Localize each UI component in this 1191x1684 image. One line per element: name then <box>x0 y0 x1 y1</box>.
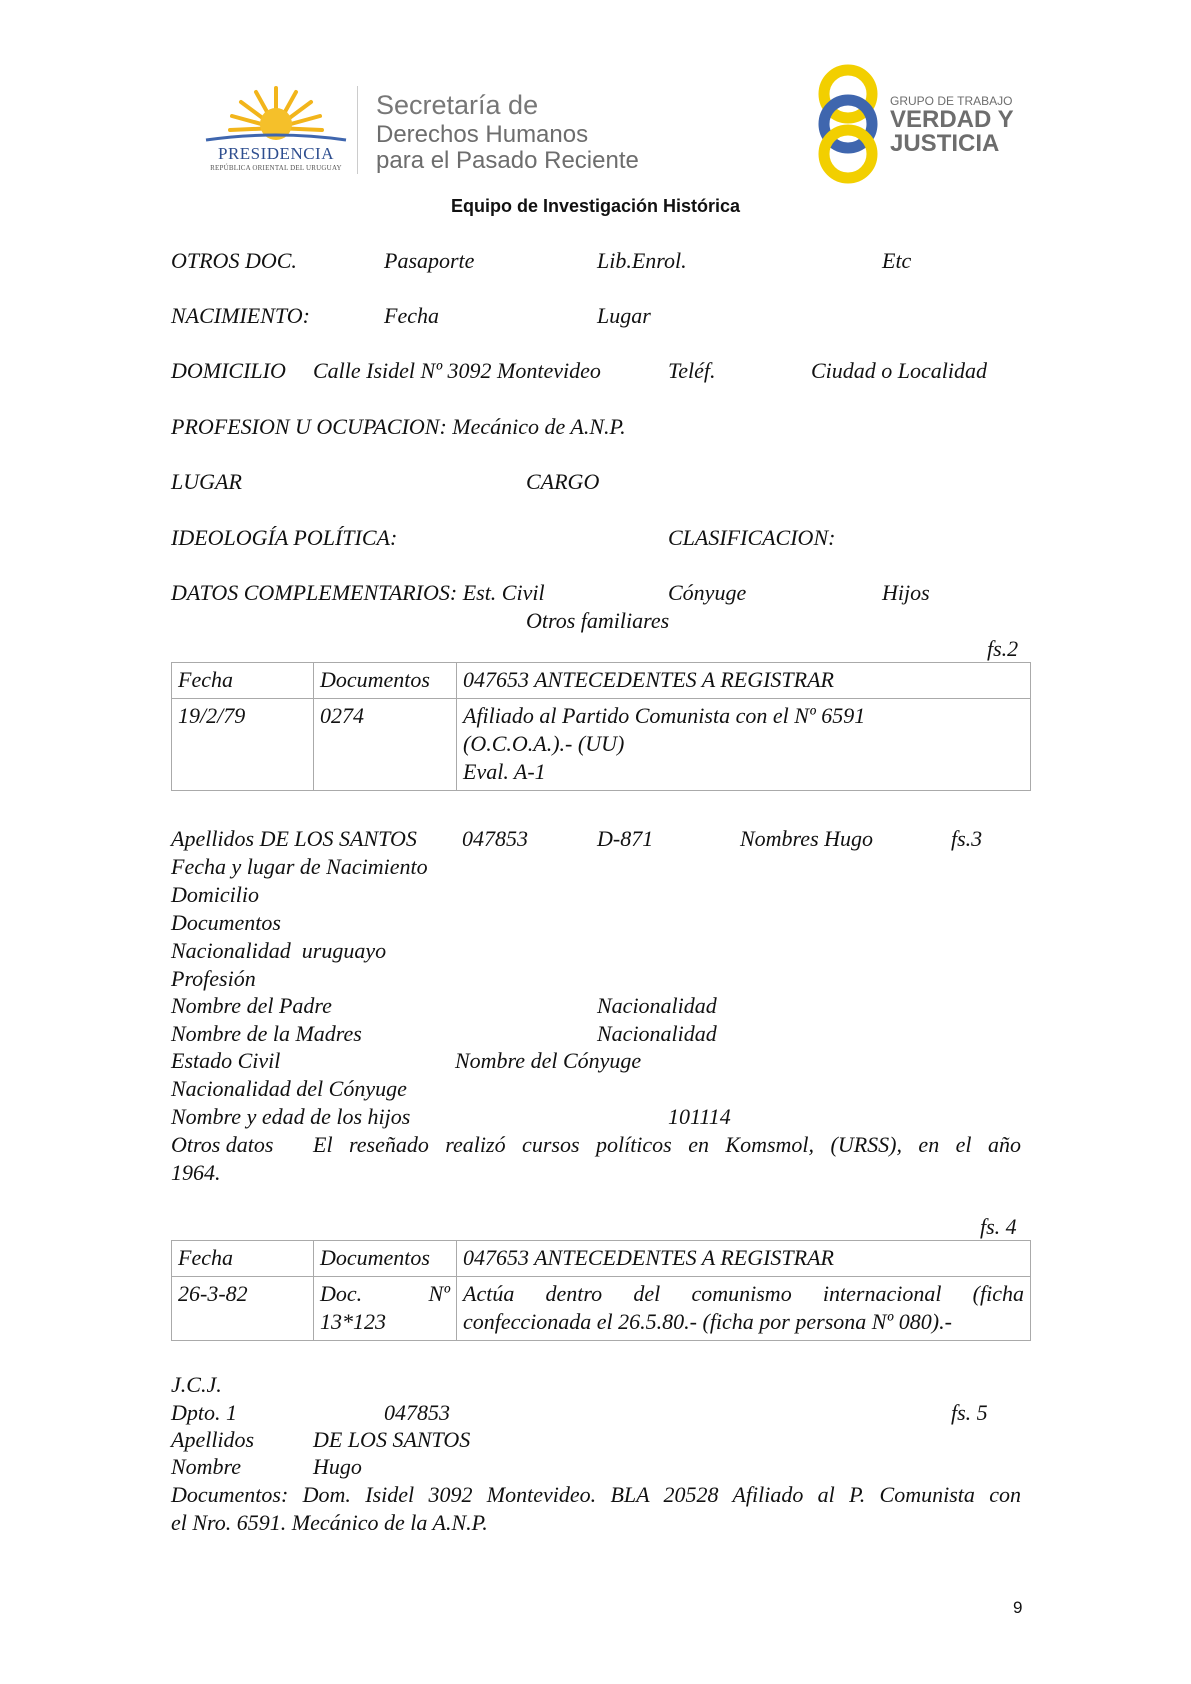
grupo-line2: VERDAD Y <box>890 106 1014 133</box>
ficha3-nombre-padre: Nombre del Padre <box>171 993 332 1018</box>
header-fecha: Fecha <box>172 663 314 699</box>
ficha5-apellidos-label: Apellidos <box>171 1427 255 1452</box>
table-row <box>172 1277 1031 1341</box>
doc-line-2: 13*123 <box>320 1309 386 1334</box>
page-number: 9 <box>1013 1598 1023 1617</box>
antecedente-line-3: Eval. A-1 <box>463 759 546 784</box>
ficha3-nombre-conyuge: Nombre del Cónyuge <box>455 1048 642 1073</box>
table-row <box>172 699 1031 791</box>
record-table-1 <box>171 662 1031 791</box>
grupo-line1: GRUPO DE TRABAJO <box>890 94 1013 108</box>
table-header-row <box>172 1241 1031 1277</box>
ficha5-dpto: Dpto. 1 <box>171 1400 237 1425</box>
antecedente-line-1: Actúa dentro del comunismo internacional (ficha <box>463 1281 1024 1306</box>
ficha3-otros-label: Otros datos <box>171 1132 274 1157</box>
ciudad-label: Ciudad o Localidad <box>811 358 988 383</box>
sun-emblem-icon <box>196 84 356 144</box>
domicilio-label: DOMICILIO <box>171 358 286 383</box>
ficha5-apellidos-value: DE LOS SANTOS <box>313 1427 471 1452</box>
secretaria-line2: Derechos Humanos <box>376 121 589 148</box>
logo-divider <box>357 86 358 174</box>
linked-rings-icon <box>812 62 884 188</box>
verdad-justicia-logo <box>812 62 1022 188</box>
folio-fs4: fs. 4 <box>980 1214 1017 1239</box>
cell-antecedentes <box>457 1277 1031 1341</box>
ficha3-estado-civil: Estado Civil <box>171 1048 281 1073</box>
clasificacion-label: CLASIFICACION: <box>668 525 836 550</box>
ficha3-apellidos: Apellidos DE LOS SANTOS <box>171 826 417 851</box>
etc-label: Etc <box>882 248 912 273</box>
ficha3-fecha-lugar: Fecha y lugar de Nacimiento <box>171 854 428 879</box>
presidencia-label: PRESIDENCIA <box>217 144 334 163</box>
ficha3-nacionalidad: Nacionalidad uruguayo <box>171 938 387 963</box>
header-fecha: Fecha <box>172 1241 314 1277</box>
antecedente-line-2: (O.C.O.A.).- (UU) <box>463 731 625 756</box>
header-antecedentes: 047653 ANTECEDENTES A REGISTRAR <box>457 663 1031 699</box>
ficha5-nombre-value: Hugo <box>313 1454 362 1479</box>
folio-fs2: fs.2 <box>987 636 1019 661</box>
fecha-label: Fecha <box>384 303 439 328</box>
ficha3-hijos: Nombre y edad de los hijos <box>171 1104 411 1129</box>
cell-documento: 0274 <box>314 699 457 791</box>
nacimiento-label: NACIMIENTO: <box>171 303 310 328</box>
conyuge-label: Cónyuge <box>668 580 747 605</box>
otros-familiares-label: Otros familiares <box>526 608 670 633</box>
otros-doc-label: OTROS DOC. <box>171 248 297 273</box>
doc-line-1: Doc. Nº <box>320 1281 450 1306</box>
record-table-2 <box>171 1240 1031 1341</box>
datos-complementarios-label: DATOS COMPLEMENTARIOS: Est. Civil <box>171 580 545 605</box>
antecedente-line-2: confeccionada el 26.5.80.- (ficha por persona Nº 080).- <box>463 1309 952 1334</box>
secretaria-line1: Secretaría de <box>376 90 539 120</box>
ficha3-nacionalidad-madre: Nacionalidad <box>597 1021 717 1046</box>
header-antecedentes: 047653 ANTECEDENTES A REGISTRAR <box>457 1241 1031 1277</box>
profesion-line: PROFESION U OCUPACION: Mecánico de A.N.P. <box>171 414 626 439</box>
secretaria-line3: para el Pasado Reciente <box>376 147 639 174</box>
cell-documento <box>314 1277 457 1341</box>
lugar-label: Lugar <box>597 303 651 328</box>
telef-label: Teléf. <box>668 358 716 383</box>
ideologia-label: IDEOLOGÍA POLÍTICA: <box>171 525 398 550</box>
folio-fs5: fs. 5 <box>951 1400 988 1425</box>
ficha3-nac-conyuge: Nacionalidad del Cónyuge <box>171 1076 407 1101</box>
ficha3-nombre-madre: Nombre de la Madres <box>171 1021 362 1046</box>
ficha3-nacionalidad-padre: Nacionalidad <box>597 993 717 1018</box>
ficha5-number: 047853 <box>384 1400 450 1425</box>
ficha3-d-code: D-871 <box>597 826 654 851</box>
page-subtitle: Equipo de Investigación Histórica <box>450 196 741 216</box>
domicilio-value: Calle Isidel Nº 3092 Montevideo <box>313 358 601 383</box>
ficha3-nombres: Nombres Hugo <box>740 826 874 851</box>
header-documentos: Documentos <box>314 1241 457 1277</box>
grupo-line3: JUSTICIA <box>890 130 1000 157</box>
table-header-row <box>172 663 1031 699</box>
ficha5-documentos-line2: el Nro. 6591. Mecánico de la A.N.P. <box>171 1510 488 1535</box>
presidencia-logo <box>196 84 356 176</box>
ficha3-number: 047853 <box>462 826 528 851</box>
cell-antecedentes <box>457 699 1031 791</box>
ficha3-profesion: Profesión <box>171 966 256 991</box>
ficha5-documentos-line1: Documentos: Dom. Isidel 3092 Montevideo. BLA 20528 Afiliado al P. Comunista con <box>171 1482 1021 1507</box>
cargo-label: CARGO <box>526 469 600 494</box>
hijos-label: Hijos <box>882 580 930 605</box>
lugar2-label: LUGAR <box>171 469 242 494</box>
ficha5-jcj: J.C.J. <box>171 1372 222 1397</box>
ficha5-nombre-label: Nombre <box>171 1454 242 1479</box>
pasaporte-label: Pasaporte <box>384 248 475 273</box>
ficha3-otros-year: 1964. <box>171 1160 221 1185</box>
ficha3-domicilio: Domicilio <box>171 882 259 907</box>
cell-fecha: 26-3-82 <box>172 1277 314 1341</box>
antecedente-line-1: Afiliado al Partido Comunista con el Nº 6591 <box>463 703 866 728</box>
republica-label: REPÚBLICA ORIENTAL DEL URUGUAY <box>210 164 342 172</box>
header-documentos: Documentos <box>314 663 457 699</box>
ficha3-hijos-number: 101114 <box>668 1104 731 1129</box>
ficha3-otros-text: El reseñado realizó cursos políticos en Komsmol, (URSS), en el año <box>313 1132 1021 1157</box>
cell-fecha: 19/2/79 <box>172 699 314 791</box>
lib-enrol-label: Lib.Enrol. <box>597 248 687 273</box>
ficha3-documentos: Documentos <box>171 910 281 935</box>
folio-fs3: fs.3 <box>951 826 983 851</box>
